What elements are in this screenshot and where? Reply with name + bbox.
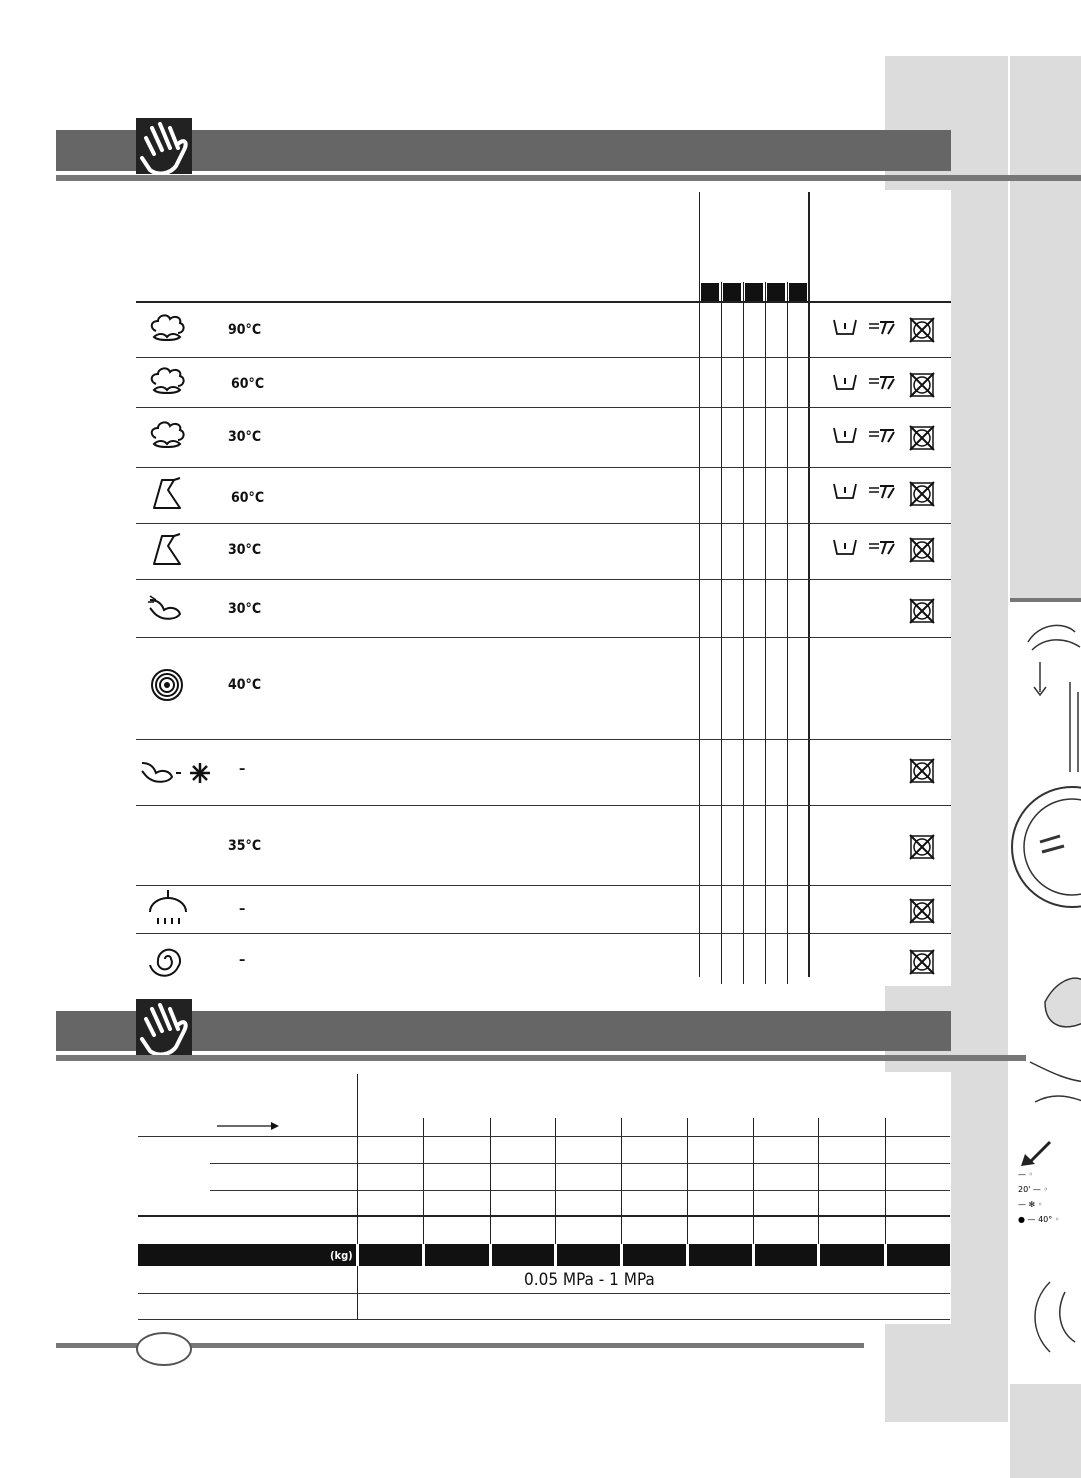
svg-text:20' — ◦: 20' — ◦ [1018,1185,1049,1194]
gentle-wash-icon [866,536,898,562]
capacity-cell-divider [489,1244,492,1266]
no-tumble-dry-icon [908,536,936,568]
column-marker [701,283,719,301]
table-extension [885,190,951,986]
temperature-label: 90°C [228,322,262,338]
temperature-label: 35°C [228,838,262,854]
temperature-label: 30°C [228,542,262,558]
hand-icon [136,118,192,174]
gentle-wash-icon [866,371,898,397]
temperature-label: – [239,952,246,968]
cotton-icon [148,420,186,452]
no-tumble-dry-icon [908,757,936,789]
gentle-wash-icon [866,480,898,506]
section-divider [56,1055,1026,1061]
rinse-icon [146,888,190,928]
hand-wash-icon [832,371,858,397]
wool-icon [148,666,186,704]
temperature-label: – [239,901,246,917]
gentle-wash-icon [866,424,898,450]
capacity-cell-divider [752,1244,755,1266]
hand-icon [136,999,192,1055]
washing-illustrations [1010,602,1081,1384]
no-tumble-dry-icon [908,948,936,980]
hand-wash-icon [832,424,858,450]
hand-wash-icon [832,480,858,506]
capacity-cell-divider [554,1244,557,1266]
temperature-label: 30°C [228,601,262,617]
no-tumble-dry-icon [908,833,936,865]
illustration-strip [1010,598,1081,1384]
temperature-label: 30°C [228,429,262,445]
page-number-badge [136,1332,192,1366]
delicate-icon [146,592,188,626]
spin-icon [148,941,188,977]
temperature-label: 60°C [231,490,265,506]
water-pressure-value: 0.05 MPa - 1 MPa [524,1270,655,1290]
temperature-label: 40°C [228,677,262,693]
svg-text:— ✻ ◦: — ✻ ◦ [1018,1200,1043,1209]
capacity-cell-divider [422,1244,425,1266]
column-marker [789,283,807,301]
capacity-cell-divider [884,1244,887,1266]
cotton-icon [148,313,186,345]
table-extension-2 [885,1072,951,1324]
section-divider [56,175,1081,181]
delicate-cold-icon [138,755,214,789]
temperature-label: 60°C [231,376,265,392]
capacity-cell-divider [620,1244,623,1266]
column-marker [745,283,763,301]
synthetic-icon [150,476,184,512]
svg-text:● — 40° ◦: ● — 40° ◦ [1018,1215,1060,1224]
arrow-right-icon [215,1119,281,1133]
cotton-icon [148,366,186,398]
no-tumble-dry-icon [908,897,936,929]
hand-wash-icon [832,536,858,562]
temperature-label: – [239,761,246,777]
capacity-row [138,1244,950,1266]
capacity-cell-divider [686,1244,689,1266]
hand-wash-icon [832,316,858,342]
synthetic-icon [150,532,184,568]
no-tumble-dry-icon [908,371,936,403]
column-marker [767,283,785,301]
no-tumble-dry-icon [908,316,936,348]
no-tumble-dry-icon [908,424,936,456]
column-marker [723,283,741,301]
no-tumble-dry-icon [908,597,936,629]
capacity-cell-divider [356,1244,359,1266]
svg-text:— ◦: — ◦ [1018,1170,1034,1179]
no-tumble-dry-icon [908,480,936,512]
gentle-wash-icon [866,316,898,342]
capacity-cell-divider [817,1244,820,1266]
kg-label: (kg) [330,1249,353,1262]
